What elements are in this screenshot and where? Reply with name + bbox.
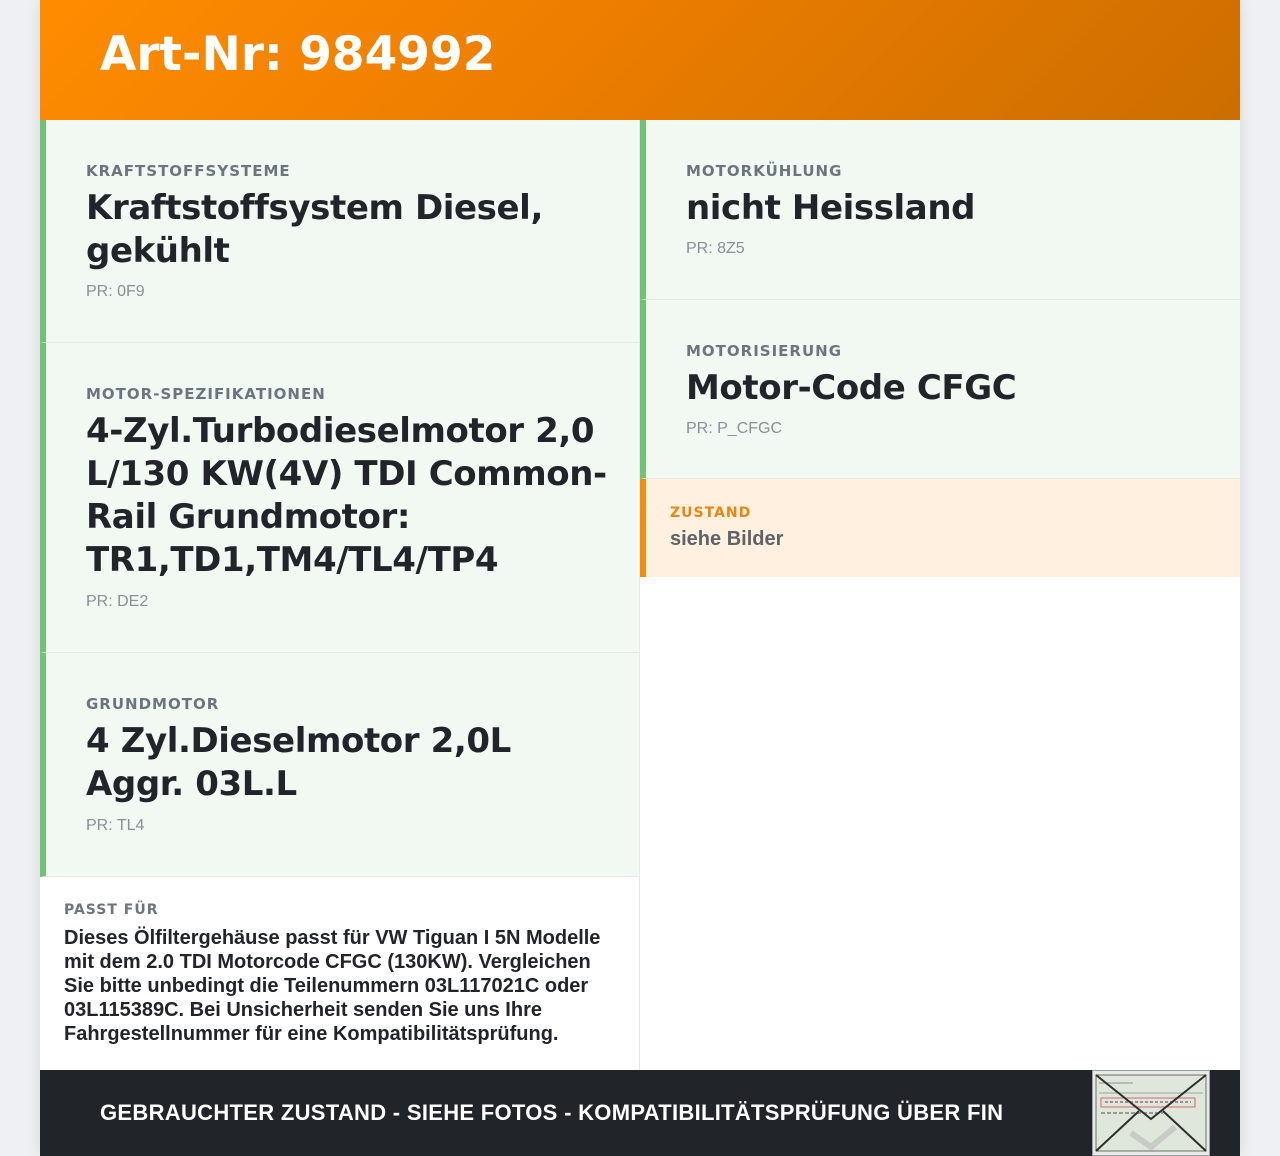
spec-card-grundmotor xyxy=(40,653,640,877)
condition-box xyxy=(640,479,1240,577)
product-sheet xyxy=(40,0,1240,1156)
spec-card-kraftstoffsysteme xyxy=(40,120,640,343)
condition-label: ZUSTAND xyxy=(670,505,752,521)
footer-bar xyxy=(40,1070,1240,1156)
spec-value: Kraftstoffsystem Diesel, gekühlt xyxy=(86,188,543,271)
spec-card-motorisierung xyxy=(640,300,1240,479)
spec-pr-code: PR: DE2 xyxy=(86,593,149,610)
spec-category: MOTOR-SPEZIFIKATIONEN xyxy=(86,385,326,403)
spec-pr-code: PR: 0F9 xyxy=(86,283,145,300)
spec-category: KRAFTSTOFFSYSTEME xyxy=(86,162,291,180)
fits-label: PASST FÜR xyxy=(64,902,159,918)
vehicle-registration-thumbnail-icon[interactable] xyxy=(1092,1070,1210,1156)
spec-category: MOTORISIERUNG xyxy=(686,342,843,360)
article-number-title: Art-Nr: 984992 xyxy=(100,27,496,82)
spec-pr-code: PR: TL4 xyxy=(86,817,145,834)
document-photo-icon xyxy=(1093,1071,1209,1155)
spec-category: MOTORKÜHLUNG xyxy=(686,162,843,180)
spec-value: nicht Heissland xyxy=(686,188,976,228)
spec-category: GRUNDMOTOR xyxy=(86,695,220,713)
spec-card-motorkuehlung xyxy=(640,120,1240,300)
spec-value: 4-Zyl.Turbodieselmotor 2,0 L/130 KW(4V) TDI Common-Rail Grundmotor: TR1,TD1,TM4/TL4/TP4 xyxy=(86,411,607,580)
spec-value: 4 Zyl.Dieselmotor 2,0L Aggr. 03L.L xyxy=(86,721,511,804)
spec-card-motor-spezifikationen xyxy=(40,343,640,653)
spec-pr-code: PR: 8Z5 xyxy=(686,240,745,257)
footer-notice: GEBRAUCHTER ZUSTAND - SIEHE FOTOS - KOMPATIBILITÄTSPRÜFUNG ÜBER FIN xyxy=(100,1100,1004,1125)
spec-value: Motor-Code CFGC xyxy=(686,368,1017,408)
fits-description: Dieses Ölfiltergehäuse passt für VW Tiguan I 5N Modelle mit dem 2.0 TDI Motorcode CFGC (130KW). Vergleichen Sie bitte unbedingt die Teilenummern 03L117021C oder 03L115389C. Bei Unsicherheit senden Sie uns Ihre Fahrgestellnummer für eine Kompatibilitätsprüfung. xyxy=(64,927,601,1045)
header-bar xyxy=(40,0,1240,120)
fits-section xyxy=(40,877,640,1070)
spec-pr-code: PR: P_CFGC xyxy=(686,420,783,437)
condition-value: siehe Bilder xyxy=(670,528,784,550)
